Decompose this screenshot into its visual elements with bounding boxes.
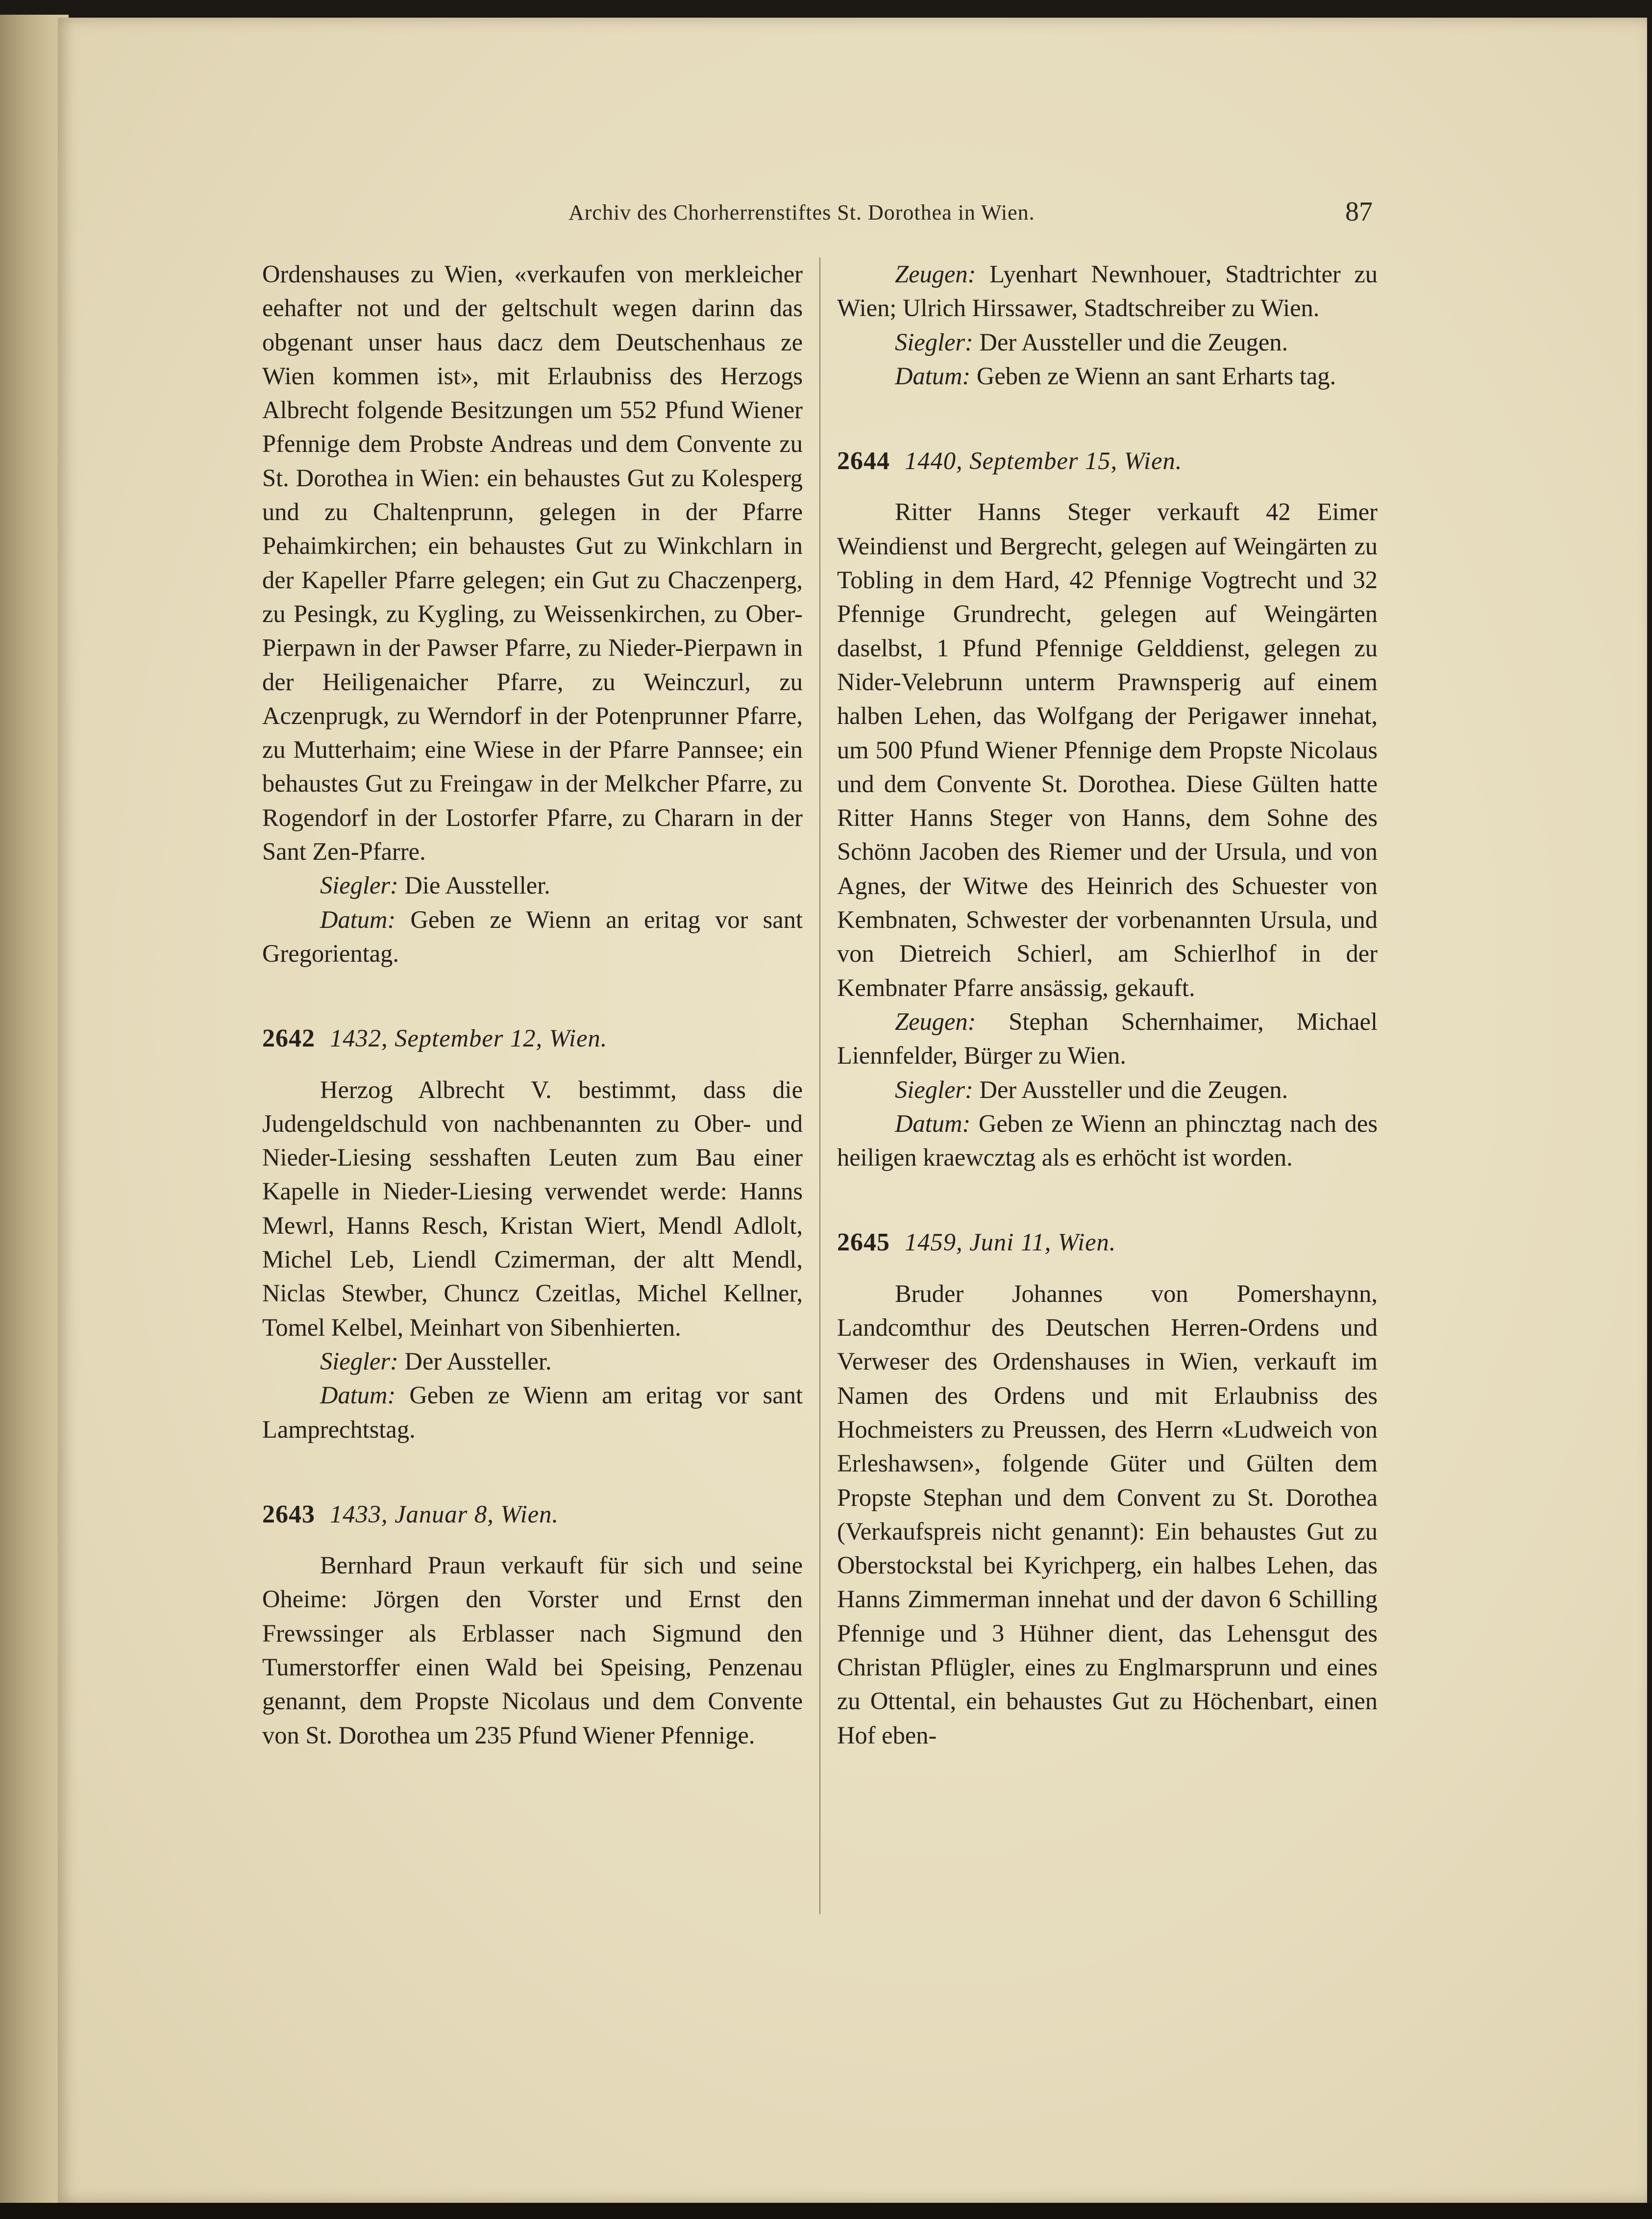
siegler-label: Siegler: [895, 328, 973, 356]
siegler-line [837, 1073, 1378, 1107]
entry-number: 2644 [837, 447, 890, 475]
siegler-value: Die Aussteller. [404, 872, 550, 899]
entry-date: 1459, Juni 11, Wien. [905, 1228, 1116, 1256]
entry-date: 1433, Januar 8, Wien. [330, 1500, 559, 1528]
siegler-line [262, 1345, 803, 1378]
entry-heading-2643 [262, 1497, 803, 1531]
running-header [0, 196, 1652, 235]
entry-heading-2645 [837, 1225, 1378, 1259]
entry-text-2643: Bernhard Praun verkauft für sich und seine Oheime: Jörgen den Vorster und Ernst den Frewssinger als Erblasser nach Sigmund den Tumerstorffer einen Wald bei Speising, Penzenau genannt, dem Propste Nicolaus und dem Convente von St. Dorothea um 235 Pfund Wiener Pfennige. [262, 1551, 803, 1749]
datum-label: Datum: [320, 905, 396, 933]
entry-number: 2642 [262, 1024, 315, 1053]
entry-number: 2643 [262, 1500, 315, 1528]
column-divider [819, 257, 820, 1914]
siegler-label: Siegler: [895, 1075, 973, 1103]
datum-value: Geben ze Wienn am eritag vor sant Lamprechtstag. [262, 1381, 803, 1443]
entry-date: 1440, September 15, Wien. [905, 447, 1183, 475]
entry-text-2642: Herzog Albrecht V. bestimmt, dass die Judengeldschuld von nachbenannten zu Ober- und Nieder-Liesing sesshaften Leuten zum Bau einer Kapelle in Nieder-Liesing verwendet werde: Hanns Mewrl, Hanns Resch, Kristan Wiert, Mendl Adlolt, Michel Leb, Liendl Czimerman, der altt Mendl, Niclas Stewber, Chuncz Czeitlas, Michel Kellner, Tomel Kelbel, Meinhart von Sibenhierten. [262, 1075, 803, 1341]
datum-line [837, 1107, 1378, 1175]
entry-heading-2644 [837, 444, 1378, 478]
right-column [837, 257, 1378, 1752]
datum-line [837, 359, 1378, 393]
datum-value: Geben ze Wienn an eritag vor sant Gregorientag. [262, 905, 803, 967]
siegler-value: Der Aussteller und die Zeugen. [979, 328, 1288, 356]
entry-text-2645: Bruder Johannes von Pomershaynn, Landcomthur des Deutschen Herren-Ordens und Verweser des Ordenshauses in Wien, verkauft im Namen des Ordens und mit Erlaubniss des Hochmeisters zu Preussen, des Herrn «Ludweich von Erleshawsen», folgende Güter und Gülten dem Propste Stephan und dem Convent zu St. Dorothea (Verkaufspreis nicht genannt): Ein behaustes Gut zu Oberstockstal bei Kyrichperg, ein halbes Lehen, das Hanns Zimmerman innehat und der davon 6 Schilling Pfennige und 3 Hühner dient, das Lehensgut des Christan Pflügler, eines zu Englmarsprunn und eines zu Ottental, ein behaustes Gut zu Höchenbart, einen Hof eben- [837, 1279, 1378, 1749]
datum-line [262, 1378, 803, 1446]
siegler-line [837, 325, 1378, 359]
datum-value: Geben ze Wienn an sant Erharts tag. [976, 362, 1336, 390]
siegler-value: Der Aussteller und die Zeugen. [979, 1075, 1288, 1103]
entry-text-2644: Ritter Hanns Steger verkauft 42 Eimer Weindienst und Bergrecht, gelegen auf Weingärten zu Tobling in dem Hard, 42 Pfennige Vogtrecht und 32 Pfennige Grundrecht, gelegen auf Weingärten daselbst, 1 Pfund Pfennige Gelddienst, gelegen zu Nider-Velebrunn unterm Prawnsperig auf einem halben Lehen, das Wolfgang der Perigawer innehat, um 500 Pfund Wiener Pfennige dem Propste Nicolaus und dem Convente St. Dorothea. Diese Gülten hatte Ritter Hanns Steger von Hanns, dem Sohne des Schönn Jacoben des Riemer und der Ursula, und von Agnes, der Witwe des Heinrich des Schuester von Kembnaten, Schwester der vorbenannten Ursula, und von Dietreich Schierl, am Schierlhof in der Kembnater Pfarre ansässig, gekauft. [837, 498, 1378, 1001]
datum-label: Datum: [320, 1381, 396, 1409]
datum-line [262, 903, 803, 971]
zeugen-line [837, 257, 1378, 325]
datum-label: Datum: [895, 1109, 971, 1137]
datum-value: Geben ze Wienn an phincztag nach des heiligen kraewcztag als es erhöcht ist worden. [837, 1109, 1378, 1172]
datum-label: Datum: [895, 362, 971, 390]
scan-bottom-edge [0, 2203, 1652, 2219]
siegler-line [262, 869, 803, 902]
zeugen-label: Zeugen: [895, 1007, 976, 1035]
entry-heading-2642 [262, 1022, 803, 1055]
page-number: 87 [1345, 197, 1373, 227]
zeugen-value: Lyenhart Newnhouer, Stadtrichter zu Wien; Ulrich Hirssawer, Stadtschreiber zu Wien. [837, 260, 1378, 322]
siegler-label: Siegler: [320, 872, 398, 899]
zeugen-label: Zeugen: [895, 260, 976, 288]
entry-number: 2645 [837, 1228, 890, 1257]
siegler-value: Der Aussteller. [404, 1347, 552, 1375]
siegler-label: Siegler: [320, 1347, 398, 1375]
header-title: Archiv des Chorherrenstiftes St. Dorothea in Wien. [568, 200, 1035, 224]
zeugen-line [837, 1005, 1378, 1073]
entry-date: 1432, September 12, Wien. [330, 1024, 608, 1052]
left-column [262, 257, 803, 1752]
zeugen-value: Stephan Schernhaimer, Michael Liennfelder, Bürger zu Wien. [837, 1007, 1378, 1070]
continuation-text: Ordenshauses zu Wien, «verkaufen von merkleicher eehafter not und der geltschult wegen darinn das obgenant unser haus dacz dem Deutschenhaus ze Wien kommen ist», mit Erlaubniss des Herzogs Albrecht folgende Besitzungen um 552 Pfund Wiener Pfennige dem Probste Andreas und dem Convente zu St. Dorothea in Wien: ein behaustes Gut zu Kolesperg und zu Chaltenprunn, gelegen in der Pfarre Pehaimkirchen; ein behaustes Gut zu Winkchlarn in der Kapeller Pfarre gelegen; ein Gut zu Chaczenperg, zu Pesingk, zu Kygling, zu Weissenkirchen, zu Ober-Pierpawn in der Pawser Pfarre, zu Nieder-Pierpawn in der Heiligenaicher Pfarre, zu Weinczurl, zu Aczenprugk, zu Werndorf in der Potenprunner Pfarre, zu Mutterhaim; eine Wiese in der Pfarre Pannsee; ein behaustes Gut zu Freingaw in der Melkcher Pfarre, zu Rogendorf in der Lostorfer Pfarre, zu Chararn in der Sant Zen-Pfarre. [262, 260, 803, 866]
